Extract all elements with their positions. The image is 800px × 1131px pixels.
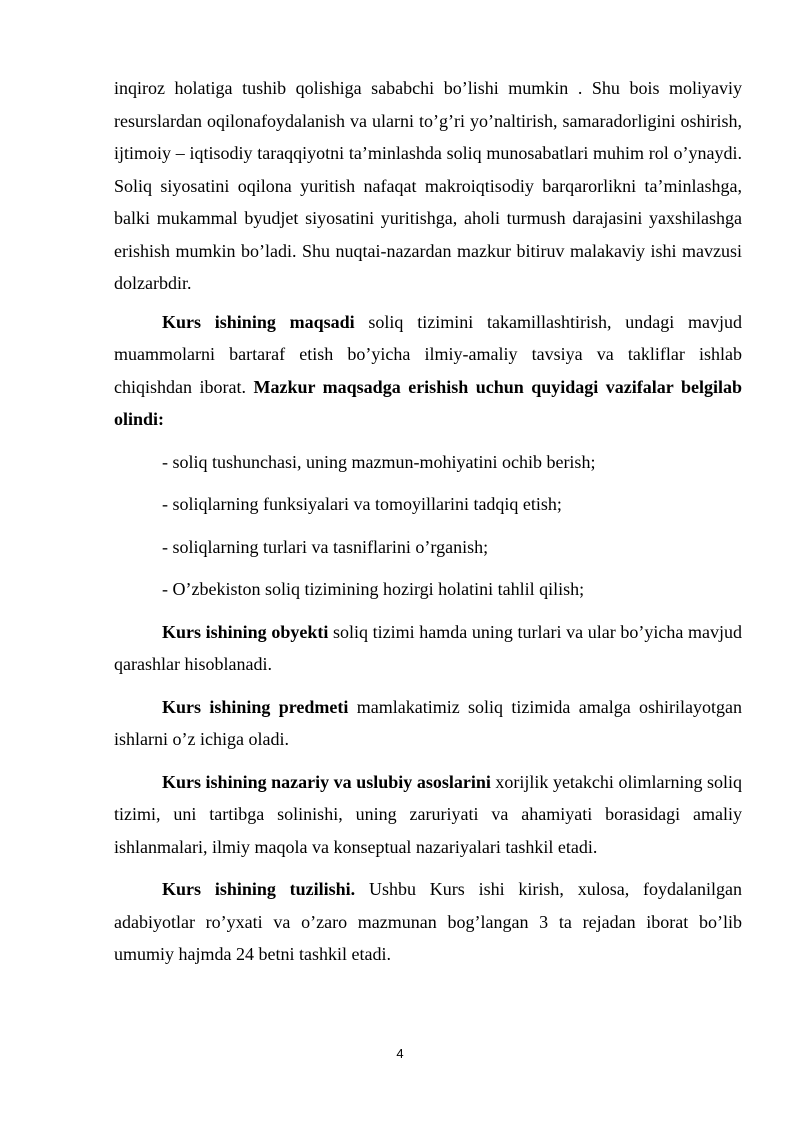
paragraph-aim — [114, 306, 742, 436]
list-item: - O’zbekiston soliq tizimining hozirgi holatini tahlil qilish; — [162, 579, 585, 599]
paragraph-text: inqiroz holatiga tushib qolishiga sababchi bo’lishi mumkin . Shu bois moliyaviy resurslardan oqilonafoydalanish va ularni to’g’ri yo’naltirish, samaradorligini oshirish, ijtimoiy – iqtisodiy taraqqiyotni ta’minlashda soliq munosabatlari muhim rol o’ynaydi. Soliq siyosatini oqilona yuritish nafaqat makroiqtisodiy barqarorlikni ta’minlashga, balki mukammal byudjet siyosatini yuritishga, aholi turmush darajasini yaxshilashga erishish mumkin bo’ladi. Shu nuqtai-nazardan mazkur bitiruv malakaviy ishi mavzusi dolzarbdir. — [114, 78, 742, 293]
paragraph-lead: Kurs ishining maqsadi — [162, 311, 355, 332]
paragraph-text: soliq tizimini takamillashtirish, undagi mavjud muammolarni bartaraf etish bo’yicha ilmiy-amaliy tavsiya va takliflar ishlab chiqishdan iborat. — [114, 311, 742, 397]
paragraph-text: mamlakatimiz soliq tizimida amalga oshirilayotgan ishlarni o’z ichiga oladi. — [114, 696, 743, 749]
paragraph-theoretical-basis — [114, 766, 742, 864]
list-item: - soliqlarning funksiyalari va tomoyillarini tadqiq etish; — [162, 494, 562, 514]
paragraph-bold-tail: Mazkur maqsadga erishish uchun quyidagi vazifalar belgilab olindi: — [114, 376, 742, 429]
list-item: - soliq tushunchasi, uning mazmun-mohiyatini ochib berish; — [162, 451, 596, 472]
paragraph-subject — [114, 691, 742, 756]
paragraph-text: Ushbu Kurs ishi kirish, xulosa, foydalanilgan adabiyotlar ro’yxati va o’zaro mazmunan bog’langan 3 ta rejadan iborat bo’lib umumiy hajmda 24 betni tashkil etadi. — [114, 879, 742, 964]
page-number: 4 — [396, 1046, 404, 1061]
paragraph-lead: Kurs ishining tuzilishi. — [162, 879, 356, 899]
paragraph-text: soliq tizimi hamda uning turlari va ular bo’yicha mavjud qarashlar hisoblanadi. — [114, 621, 742, 674]
paragraph-lead: Kurs ishining nazariy va uslubiy asoslarini — [162, 771, 491, 792]
paragraph-intro-continuation — [114, 72, 742, 300]
body-text — [114, 72, 742, 971]
paragraph-text: xorijlik yetakchi olimlarning soliq tizimi, uni tartibga solinishi, uning zaruriyati va ahamiyati borasidagi amaliy ishlanmalari, ilmiy maqola va konseptual nazariyalari tashkil etadi. — [114, 771, 743, 857]
paragraph-object — [114, 616, 742, 681]
paragraph-lead: Kurs ishining obyekti — [162, 621, 329, 642]
paragraph-structure — [114, 873, 742, 971]
list-item: - soliqlarning turlari va tasniflarini o’rganish; — [162, 536, 489, 557]
paragraph-lead: Kurs ishining predmeti — [162, 696, 349, 717]
